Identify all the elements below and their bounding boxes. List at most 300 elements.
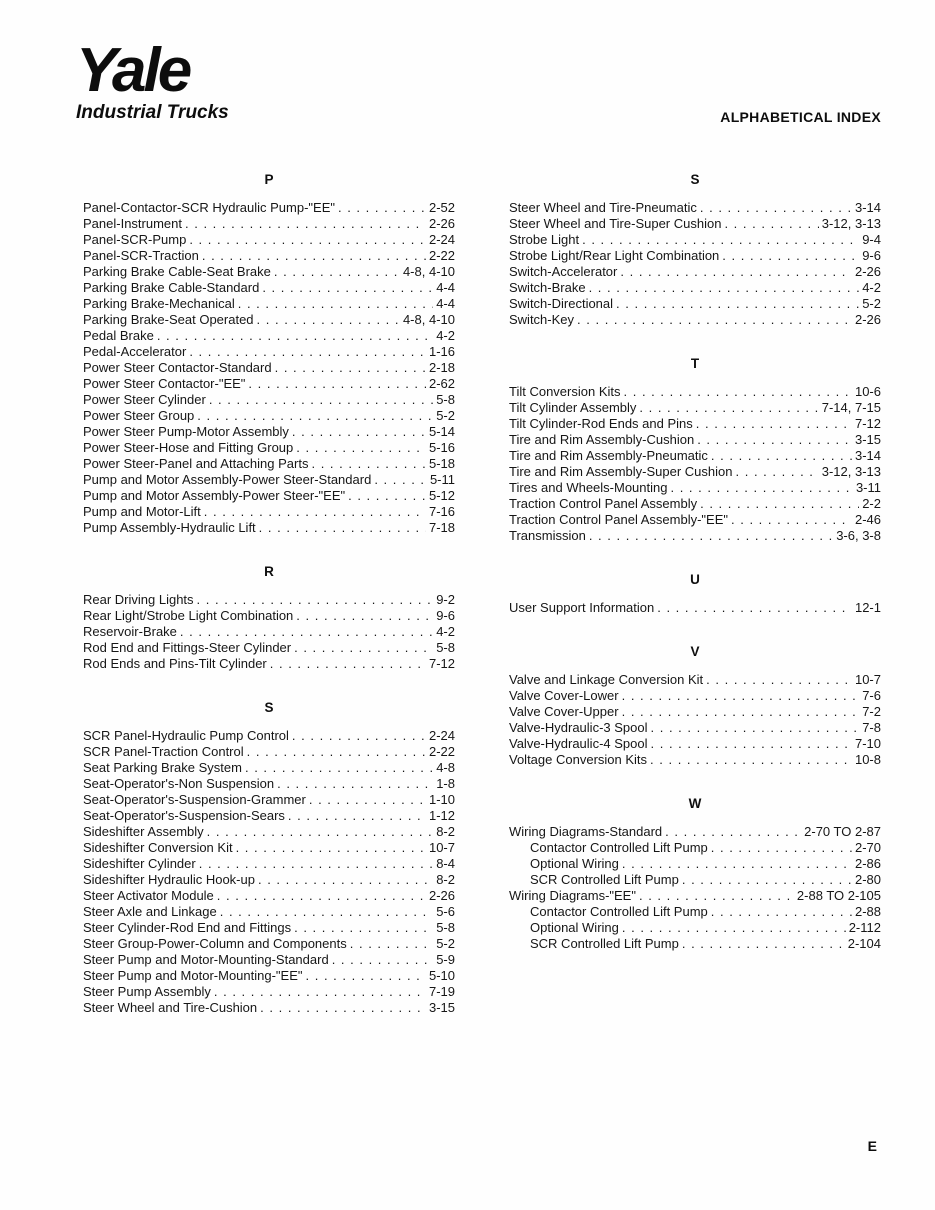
dotted-leader	[374, 472, 427, 488]
dotted-leader	[277, 776, 433, 792]
dotted-leader	[258, 872, 433, 888]
dotted-leader	[639, 888, 794, 904]
dotted-leader	[189, 232, 426, 248]
entry-title: Steer Pump Assembly	[83, 984, 211, 999]
entry-page-number: 2-88	[854, 904, 881, 919]
entry-title: Pedal Brake	[83, 328, 154, 343]
entry-page-number: 10-6	[854, 384, 881, 399]
entry-title: Optional Wiring	[530, 856, 619, 871]
dotted-leader	[706, 672, 852, 688]
entry-page-number: 5-18	[428, 456, 455, 471]
index-entry	[509, 232, 881, 248]
entry-title: Pump and Motor Assembly-Power Steer-Standard	[83, 472, 372, 487]
entry-title: Sideshifter Assembly	[83, 824, 204, 839]
dotted-leader	[185, 216, 426, 232]
entry-page-number: 4-2	[436, 328, 455, 343]
index-entry	[509, 856, 881, 872]
entry-title: Pump and Motor-Lift	[83, 504, 201, 519]
dotted-leader	[332, 952, 434, 968]
index-entry	[509, 840, 881, 856]
index-entry	[509, 824, 881, 840]
index-entry	[83, 984, 455, 1000]
dotted-leader	[248, 376, 426, 392]
index-entry	[509, 888, 881, 904]
index-entry	[83, 744, 455, 760]
entry-title: Rod Ends and Pins-Tilt Cylinder	[83, 656, 267, 671]
entry-page-number: 2-112	[848, 920, 881, 935]
index-entry	[509, 496, 881, 512]
dotted-leader	[665, 824, 801, 840]
index-entry	[83, 520, 455, 536]
entry-page-number: 7-19	[428, 984, 455, 999]
entry-page-number: 5-12	[428, 488, 455, 503]
entry-page-number: 3-14	[854, 200, 881, 215]
index-entry	[509, 416, 881, 432]
page-letter: E	[867, 1138, 877, 1154]
entry-page-number: 2-26	[428, 216, 455, 231]
index-entry	[83, 904, 455, 920]
entry-page-number: 5-11	[429, 472, 455, 487]
entry-title: Valve Cover-Upper	[509, 704, 619, 719]
entry-page-number: 4-2	[862, 280, 881, 295]
index-entry	[83, 392, 455, 408]
index-entry	[509, 872, 881, 888]
entry-title: Tilt Cylinder-Rod Ends and Pins	[509, 416, 693, 431]
index-entry	[83, 952, 455, 968]
entry-title: Power Steer Group	[83, 408, 195, 423]
index-entry	[83, 200, 455, 216]
dotted-leader	[696, 416, 852, 432]
entry-page-number: 5-8	[436, 640, 455, 655]
entry-title: Power Steer Contactor-"EE"	[83, 376, 246, 391]
index-entry	[83, 1000, 455, 1016]
index-entry	[83, 440, 455, 456]
dotted-leader	[260, 1000, 426, 1016]
dotted-leader	[731, 512, 852, 528]
index-entry	[83, 728, 455, 744]
index-entry	[83, 232, 455, 248]
entry-page-number: 7-16	[428, 504, 455, 519]
dotted-leader	[577, 312, 852, 328]
dotted-leader	[189, 344, 426, 360]
entry-page-number: 4-8	[436, 760, 455, 775]
dotted-leader	[350, 936, 433, 952]
index-entry	[83, 608, 455, 624]
index-entry	[83, 920, 455, 936]
entry-title: Strobe Light	[509, 232, 580, 247]
dotted-leader	[296, 440, 426, 456]
entry-page-number: 2-26	[428, 888, 455, 903]
dotted-leader	[294, 920, 433, 936]
index-entry	[83, 504, 455, 520]
entry-page-number: 5-14	[428, 424, 455, 439]
section-letter: R	[264, 564, 274, 579]
entry-title: Steer Wheel and Tire-Super Cushion	[509, 216, 722, 231]
dotted-leader	[214, 984, 426, 1000]
section-letter: W	[688, 796, 702, 811]
entry-page-number: 2-62	[428, 376, 455, 391]
entry-title: Optional Wiring	[530, 920, 619, 935]
entry-page-number: 5-8	[436, 920, 455, 935]
index-entry	[83, 840, 455, 856]
index-entry	[83, 968, 455, 984]
entry-title: SCR Panel-Hydraulic Pump Control	[83, 728, 289, 743]
entry-title: Power Steer Pump-Motor Assembly	[83, 424, 289, 439]
dotted-leader	[292, 424, 426, 440]
yale-logo-subtitle-text: Industrial Trucks	[76, 102, 229, 123]
entry-title: Steer Wheel and Tire-Cushion	[83, 1000, 258, 1015]
entry-page-number: 3-11	[855, 480, 881, 495]
entry-title: Contactor Controlled Lift Pump	[530, 840, 708, 855]
dotted-leader	[700, 496, 859, 512]
entry-page-number: 1-10	[428, 792, 455, 807]
entry-title: Steer Pump and Motor-Mounting-Standard	[83, 952, 329, 967]
index-entry	[83, 472, 455, 488]
entry-title: Steer Activator Module	[83, 888, 214, 903]
entry-page-number: 8-2	[436, 872, 455, 887]
dotted-leader	[620, 264, 852, 280]
index-entry	[509, 264, 881, 280]
index-entry	[509, 528, 881, 544]
entry-title: Switch-Accelerator	[509, 264, 618, 279]
dotted-leader	[639, 400, 818, 416]
entry-title: Tire and Rim Assembly-Cushion	[509, 432, 695, 447]
entry-title: Tire and Rim Assembly-Pneumatic	[509, 448, 708, 463]
entry-page-number: 8-4	[436, 856, 455, 871]
dotted-leader	[650, 752, 852, 768]
entry-page-number: 4-4	[436, 296, 455, 311]
index-entry	[83, 424, 455, 440]
entry-page-number: 2-24	[428, 232, 455, 247]
dotted-leader	[262, 280, 433, 296]
dotted-leader	[697, 432, 852, 448]
entry-title: Panel-SCR-Traction	[83, 248, 199, 263]
section-letter: P	[264, 172, 274, 187]
index-entry	[509, 904, 881, 920]
index-entry	[83, 376, 455, 392]
entry-page-number: 1-8	[436, 776, 455, 791]
dotted-leader	[270, 656, 426, 672]
entry-title: Panel-Contactor-SCR Hydraulic Pump-"EE"	[83, 200, 335, 215]
index-entry	[83, 248, 455, 264]
index-entry	[509, 312, 881, 328]
yale-logo	[76, 36, 229, 124]
index-entry	[83, 328, 455, 344]
entry-title: Traction Control Panel Assembly-"EE"	[509, 512, 729, 527]
dotted-leader	[220, 904, 433, 920]
index-entry	[509, 736, 881, 752]
dotted-leader	[274, 264, 400, 280]
index-entry	[83, 792, 455, 808]
entry-title: Wiring Diagrams-Standard	[509, 824, 663, 839]
entry-page-number: 7-2	[862, 704, 881, 719]
dotted-leader	[238, 296, 433, 312]
entry-title: Tilt Conversion Kits	[509, 384, 621, 399]
entry-title: Parking Brake-Mechanical	[83, 296, 235, 311]
entry-page-number: 10-7	[854, 672, 881, 687]
dotted-leader	[257, 312, 400, 328]
index-column-left	[83, 172, 455, 1016]
entry-title: Rear Driving Lights	[83, 592, 194, 607]
entry-page-number: 5-2	[436, 408, 455, 423]
dotted-leader	[197, 592, 434, 608]
entry-title: Switch-Key	[509, 312, 575, 327]
dotted-leader	[296, 608, 433, 624]
index-entry	[83, 488, 455, 504]
dotted-leader	[338, 200, 426, 216]
index-entry	[509, 720, 881, 736]
index-entry	[83, 264, 455, 280]
entry-title: Seat-Operator's-Non Suspension	[83, 776, 275, 791]
entry-title: Panel-SCR-Pump	[83, 232, 187, 247]
dotted-leader	[651, 736, 852, 752]
entry-title: SCR Controlled Lift Pump	[530, 872, 679, 887]
entry-page-number: 3-15	[428, 1000, 455, 1015]
index-section-u	[509, 572, 881, 616]
entry-page-number: 2-22	[428, 744, 455, 759]
entry-title: Seat-Operator's-Suspension-Sears	[83, 808, 285, 823]
entry-title: Sideshifter Hydraulic Hook-up	[83, 872, 255, 887]
entry-title: Reservoir-Brake	[83, 624, 177, 639]
entry-page-number: 4-8, 4-10	[402, 264, 455, 279]
dotted-leader	[700, 200, 852, 216]
index-entry	[509, 448, 881, 464]
dotted-leader	[589, 280, 860, 296]
dotted-leader	[622, 920, 846, 936]
index-entry	[509, 384, 881, 400]
entry-title: Steer Axle and Linkage	[83, 904, 217, 919]
entry-page-number: 12-1	[854, 600, 881, 615]
entry-page-number: 2-70	[854, 840, 881, 855]
section-letter: T	[690, 356, 700, 371]
dotted-leader	[292, 728, 426, 744]
dotted-leader	[657, 600, 852, 616]
entry-page-number: 7-12	[854, 416, 881, 431]
dotted-leader	[306, 968, 426, 984]
index-entry	[509, 296, 881, 312]
entry-title: Power Steer Cylinder	[83, 392, 206, 407]
dotted-leader	[157, 328, 433, 344]
entry-page-number: 7-8	[862, 720, 881, 735]
index-entry	[509, 688, 881, 704]
index-section-s	[83, 700, 455, 1016]
dotted-leader	[247, 744, 426, 760]
entry-title: Tire and Rim Assembly-Super Cushion	[509, 464, 733, 479]
dotted-leader	[711, 904, 852, 920]
entry-page-number: 3-14	[854, 448, 881, 463]
dotted-leader	[624, 384, 852, 400]
entry-title: Pump and Motor Assembly-Power Steer-"EE"	[83, 488, 346, 503]
entry-page-number: 5-8	[436, 392, 455, 407]
entry-page-number: 7-18	[428, 520, 455, 535]
index-entry	[83, 344, 455, 360]
entry-page-number: 2-80	[854, 872, 881, 887]
index-section-r	[83, 564, 455, 672]
dotted-leader	[616, 296, 859, 312]
index-entry	[83, 824, 455, 840]
index-section-w	[509, 796, 881, 952]
entry-page-number: 2-2	[862, 496, 881, 511]
entry-page-number: 5-6	[436, 904, 455, 919]
dotted-leader	[207, 824, 434, 840]
entry-title: Valve and Linkage Conversion Kit	[509, 672, 704, 687]
index-entry	[83, 456, 455, 472]
entry-title: Power Steer-Hose and Fitting Group	[83, 440, 294, 455]
index-entry	[509, 752, 881, 768]
entry-title: Rod End and Fittings-Steer Cylinder	[83, 640, 292, 655]
entry-title: Contactor Controlled Lift Pump	[530, 904, 708, 919]
dotted-leader	[180, 624, 433, 640]
index-entry	[83, 592, 455, 608]
entry-page-number: 2-26	[854, 312, 881, 327]
dotted-leader	[651, 720, 860, 736]
entry-title: SCR Panel-Traction Control	[83, 744, 244, 759]
entry-page-number: 2-70 TO 2-87	[804, 824, 881, 839]
index-entry	[83, 936, 455, 952]
index-entry	[83, 760, 455, 776]
entry-title: Power Steer-Panel and Attaching Parts	[83, 456, 309, 471]
entry-page-number: 2-104	[847, 936, 881, 951]
entry-title: Sideshifter Cylinder	[83, 856, 196, 871]
entry-page-number: 2-88 TO 2-105	[796, 888, 881, 903]
entry-page-number: 5-10	[428, 968, 455, 983]
index-entry	[83, 872, 455, 888]
entry-page-number: 9-4	[862, 232, 881, 247]
entry-title: Steer Group-Power-Column and Components	[83, 936, 347, 951]
entry-title: Valve-Hydraulic-3 Spool	[509, 720, 648, 735]
dotted-leader	[682, 872, 852, 888]
index-entry	[509, 280, 881, 296]
index-section-v	[509, 644, 881, 768]
entry-page-number: 9-2	[436, 592, 455, 607]
entry-page-number: 8-2	[436, 824, 455, 839]
index-entry	[83, 296, 455, 312]
entry-page-number: 1-16	[428, 344, 455, 359]
dotted-leader	[275, 360, 426, 376]
dotted-leader	[217, 888, 426, 904]
index-entry	[83, 776, 455, 792]
index-column-right	[509, 172, 881, 952]
dotted-leader	[209, 392, 433, 408]
index-entry	[509, 920, 881, 936]
dotted-leader	[309, 792, 426, 808]
entry-page-number: 5-2	[436, 936, 455, 951]
dotted-leader	[682, 936, 845, 952]
entry-page-number: 10-8	[854, 752, 881, 767]
index-section-t	[509, 356, 881, 544]
index-entry	[509, 464, 881, 480]
entry-page-number: 5-2	[862, 296, 881, 311]
index-entry	[83, 280, 455, 296]
entry-title: Traction Control Panel Assembly	[509, 496, 698, 511]
entry-title: Rear Light/Strobe Light Combination	[83, 608, 294, 623]
entry-title: Pedal-Accelerator	[83, 344, 187, 359]
dotted-leader	[622, 856, 852, 872]
entry-title: Voltage Conversion Kits	[509, 752, 648, 767]
dotted-leader	[294, 640, 433, 656]
index-entry	[509, 600, 881, 616]
dotted-leader	[348, 488, 426, 504]
entry-title: Pump Assembly-Hydraulic Lift	[83, 520, 256, 535]
dotted-leader	[589, 528, 833, 544]
entry-page-number: 9-6	[862, 248, 881, 263]
entry-title: Tires and Wheels-Mounting	[509, 480, 668, 495]
entry-page-number: 2-22	[428, 248, 455, 263]
index-section-p	[83, 172, 455, 536]
dotted-leader	[199, 856, 433, 872]
index-entry	[83, 312, 455, 328]
entry-title: Steer Pump and Motor-Mounting-"EE"	[83, 968, 303, 983]
section-letter: U	[690, 572, 700, 587]
index-entry	[509, 704, 881, 720]
entry-page-number: 3-12, 3-13	[821, 216, 881, 231]
entry-page-number: 7-6	[862, 688, 881, 703]
entry-page-number: 3-15	[854, 432, 881, 447]
index-entry	[83, 624, 455, 640]
dotted-leader	[582, 232, 859, 248]
dotted-leader	[204, 504, 426, 520]
index-entry	[509, 672, 881, 688]
entry-page-number: 2-52	[428, 200, 455, 215]
dotted-leader	[259, 520, 426, 536]
entry-page-number: 4-4	[436, 280, 455, 295]
entry-page-number: 9-6	[436, 608, 455, 623]
entry-title: Valve Cover-Lower	[509, 688, 619, 703]
entry-title: Valve-Hydraulic-4 Spool	[509, 736, 648, 751]
entry-page-number: 2-46	[854, 512, 881, 527]
entry-title: Steer Cylinder-Rod End and Fittings	[83, 920, 292, 935]
index-section-s	[509, 172, 881, 328]
index-entry	[509, 248, 881, 264]
dotted-leader	[236, 840, 426, 856]
entry-title: Parking Brake Cable-Standard	[83, 280, 260, 295]
index-entry	[509, 400, 881, 416]
section-letter: S	[690, 172, 700, 187]
dotted-leader	[711, 840, 852, 856]
entry-title: Tilt Cylinder Assembly	[509, 400, 637, 415]
yale-logo-brand-text: Yale	[76, 36, 190, 105]
entry-page-number: 3-12, 3-13	[821, 464, 881, 479]
entry-page-number: 7-14, 7-15	[821, 400, 881, 415]
index-entry	[83, 808, 455, 824]
index-entry	[83, 656, 455, 672]
entry-title: Seat Parking Brake System	[83, 760, 242, 775]
entry-page-number: 2-24	[428, 728, 455, 743]
entry-title: Strobe Light/Rear Light Combination	[509, 248, 720, 263]
entry-title: Parking Brake-Seat Operated	[83, 312, 254, 327]
entry-title: Seat-Operator's-Suspension-Grammer	[83, 792, 306, 807]
dotted-leader	[245, 760, 433, 776]
entry-title: Sideshifter Conversion Kit	[83, 840, 233, 855]
index-entry	[83, 408, 455, 424]
entry-title: Switch-Directional	[509, 296, 614, 311]
entry-title: Panel-Instrument	[83, 216, 182, 231]
entry-page-number: 5-9	[436, 952, 455, 967]
dotted-leader	[736, 464, 819, 480]
dotted-leader	[622, 688, 860, 704]
entry-title: Parking Brake Cable-Seat Brake	[83, 264, 271, 279]
entry-page-number: 7-10	[854, 736, 881, 751]
index-entry	[83, 888, 455, 904]
entry-page-number: 2-18	[428, 360, 455, 375]
entry-page-number: 2-26	[854, 264, 881, 279]
index-entry	[83, 216, 455, 232]
entry-page-number: 4-2	[436, 624, 455, 639]
entry-page-number: 1-12	[428, 808, 455, 823]
dotted-leader	[724, 216, 818, 232]
entry-title: Wiring Diagrams-"EE"	[509, 888, 636, 903]
dotted-leader	[288, 808, 426, 824]
